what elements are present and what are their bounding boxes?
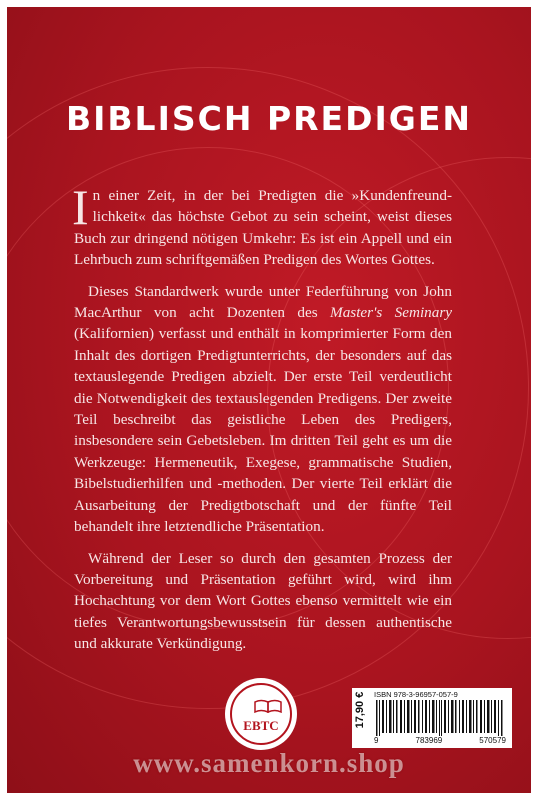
drop-cap: I bbox=[72, 179, 89, 235]
shop-watermark: www.samenkorn.shop bbox=[133, 748, 405, 778]
logo-ring bbox=[230, 683, 292, 745]
blurb-paragraph-1 bbox=[72, 179, 452, 271]
barcode-label bbox=[352, 688, 512, 748]
barcode-digits bbox=[374, 736, 506, 745]
blurb-paragraph-3: Während der Leser so durch den gesamten Prozess der Vorbereitung und Präsentation geführt wird, wird ihm Hochachtung vor dem Wort Gottes ebenso vermittelt wie ein tiefes Verantwortungsbewusstsein für dessen authentische und akkurate Verkündigung. bbox=[74, 549, 452, 653]
isbn: ISBN 978-3-96957-057-9 bbox=[374, 690, 458, 699]
publisher-name: EBTC bbox=[243, 718, 279, 733]
book-back-cover bbox=[7, 7, 531, 793]
blurb-paragraph-2 bbox=[74, 281, 452, 538]
blurb-text bbox=[72, 179, 453, 665]
barcode-digit-group: 783969 bbox=[415, 736, 443, 745]
seminary-name: Master's Seminary bbox=[330, 304, 453, 322]
blurb-paragraph-1-text: n einer Zeit, in der bei Predigten die »Kundenfreund-lichkeit« das höchste Gebot zu sein scheint, weist dieses Buch zur dringend nötigen Umkehr: Es ist ein Appell und ein Lehrbuch zum schriftgemäßen Predigen des Wortes Gottes. bbox=[74, 187, 452, 269]
barcode-digit-group: 9 bbox=[374, 736, 379, 745]
barcode-digit-group: 570579 bbox=[479, 736, 506, 745]
blurb-paragraph-2-text-b: (Kalifornien) verfasst und enthält in komprimierter Form den Inhalt des dortigen Predigtunterrichts, der besonders auf das textauslegende Predigen abzielt. Der erste Teil verdeutlicht die Notwendigkeit des textauslegenden Predigens. Der zweite Teil beschreibt das geistliche Leben des Predigers, insbesondere sein Gebetsleben. Im dritten Teil geht es um die Werkzeuge: Hermeneutik, Exegese, grammatische Studien, Bibelstudierhilfen und -methoden. Der vierte Teil erklärt die Ausarbeitung der Predigtbotschaft und der fünfte Teil behandelt ihre letztendliche Präsentation. bbox=[74, 325, 452, 536]
barcode bbox=[374, 700, 506, 736]
publisher-logo bbox=[225, 678, 297, 750]
open-book-icon bbox=[254, 699, 282, 713]
blurb-paragraph-2-text-a: Dieses Standardwerk wurde unter Federführung von John MacArthur von acht Dozenten des bbox=[74, 282, 452, 322]
book-title: BIBLISCH PREDIGEN bbox=[65, 99, 473, 138]
price: 17,90 € bbox=[354, 691, 366, 729]
